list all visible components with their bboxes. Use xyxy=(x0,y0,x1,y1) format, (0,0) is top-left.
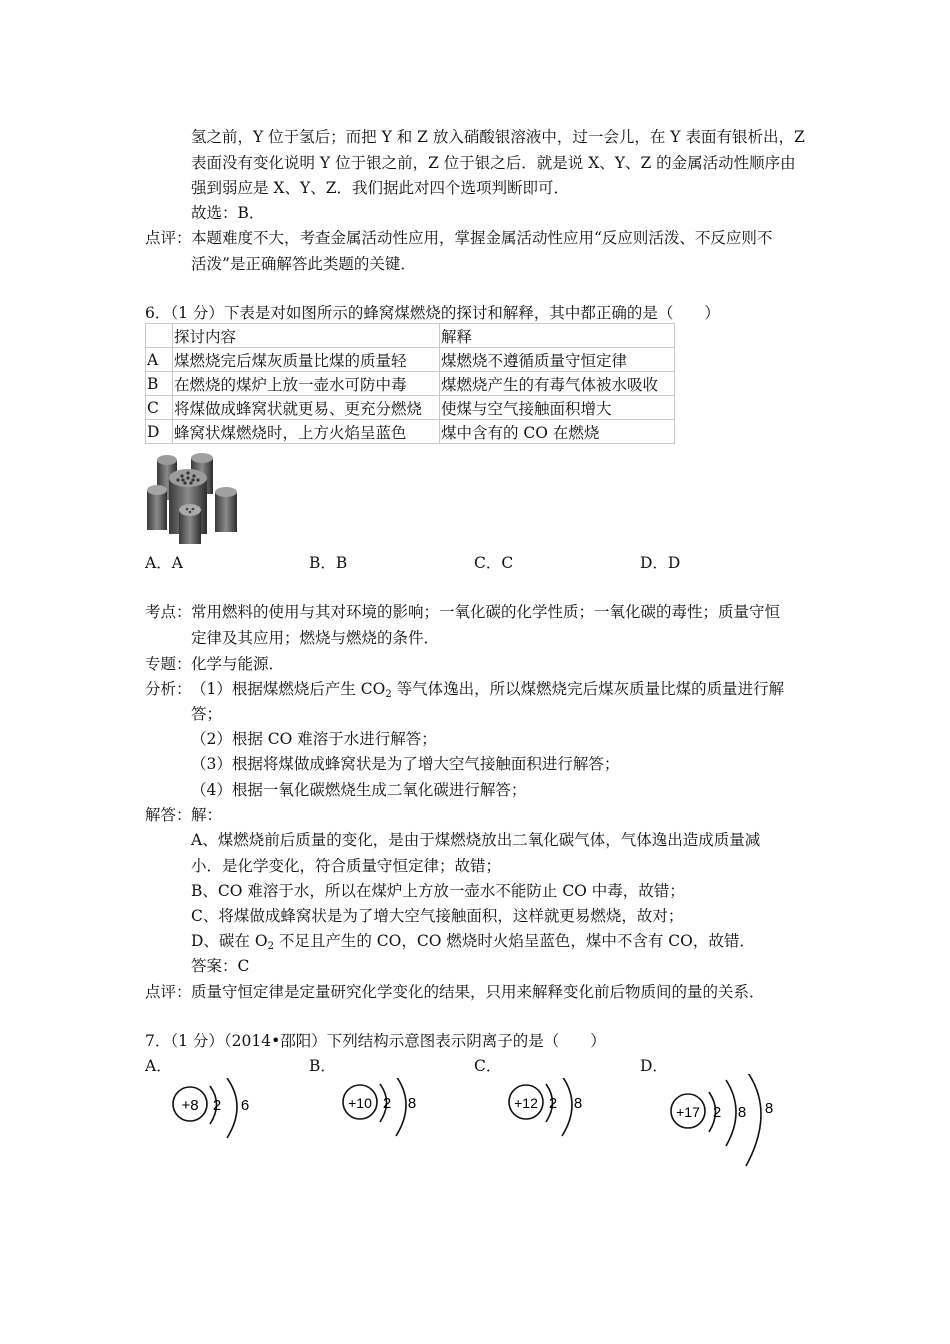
table-cell: 将煤做成蜂窝状就更易、更充分燃烧 xyxy=(173,396,440,420)
table-row xyxy=(146,372,675,396)
prev-text-line-2: 表面没有变化说明 Y 位于银之前，Z 位于银之后．就是说 X、Y、Z 的金属活动性顺序由 xyxy=(191,154,796,172)
nucleus-charge: +17 xyxy=(676,1104,700,1120)
table-cell: 煤燃烧产生的有毒气体被水吸收 xyxy=(440,372,675,396)
zhuanti-text: 化学与能源． xyxy=(191,655,285,673)
fenxi-1a: （1）根据煤燃烧后产生 CO xyxy=(191,680,386,698)
subscript: 2 xyxy=(385,689,392,700)
subscript: 2 xyxy=(267,941,274,952)
nucleus-charge: +12 xyxy=(514,1095,538,1111)
jieda-d-a: D、碳在 O xyxy=(191,932,268,950)
atom-diagram-b xyxy=(336,1078,436,1144)
fenxi-1b: 等气体逸出，所以煤燃烧完后煤灰质量比煤的质量进行解 xyxy=(391,680,785,698)
q6-table xyxy=(145,323,675,444)
table-cell: 蜂窝状煤燃烧时，上方火焰呈蓝色 xyxy=(173,420,440,444)
fenxi-line-2: （2）根据 CO 难溶于水进行解答； xyxy=(191,730,437,748)
fenxi-line-1 xyxy=(191,679,784,705)
jieda-a-line-1: A、煤燃烧前后质量的变化，是由于煤燃烧放出二氧化碳气体，气体逸出造成质量减 xyxy=(191,831,761,849)
shell-electron-count: 2 xyxy=(712,1104,722,1121)
q7-option-d-label: D． xyxy=(640,1057,668,1075)
q7-option-c-label: C． xyxy=(474,1057,502,1075)
fenxi-line-1c: 答； xyxy=(191,705,223,723)
table-cell: 煤中含有的 CO 在燃烧 xyxy=(440,420,675,444)
shell-electron-count: 6 xyxy=(240,1097,250,1114)
table-row xyxy=(146,348,675,372)
shell-electron-count: 8 xyxy=(407,1095,417,1112)
jieda-head: 解： xyxy=(191,806,223,824)
jieda-d-b: 不足且产生的 CO，CO 燃烧时火焰呈蓝色，煤中不含有 CO，故错． xyxy=(273,932,755,950)
electron-shell-arc xyxy=(396,1078,406,1136)
shell-electron-count: 8 xyxy=(764,1100,774,1117)
honeycomb-coal-image xyxy=(143,452,243,546)
q6-option-d: D．D xyxy=(640,554,681,572)
prev-text-line-1: 氢之前，Y 位于氢后；而把 Y 和 Z 放入硝酸银溶液中，过一会儿，在 Y 表面有银析出，Z xyxy=(191,128,805,146)
prev-comment-line-1: 本题难度不大，考查金属活动性应用，掌握金属活动性应用“反应则活泼、不反应则不 xyxy=(191,229,773,247)
jieda-d xyxy=(191,931,755,957)
table-cell: 煤燃烧完后煤灰质量比煤的质量轻 xyxy=(173,348,440,372)
q7-stem: 7．（1 分）（2014•邵阳）下列结构示意图表示阴离子的是（ ） xyxy=(145,1032,606,1050)
prev-text-line-3: 强到弱应是 X、Y、Z．我们据此对四个选项判断即可． xyxy=(191,179,569,197)
zhuanti-label: 专题： xyxy=(145,655,192,673)
table-cell: B xyxy=(146,372,173,396)
table-header-row xyxy=(146,324,675,348)
electron-shell-arc xyxy=(227,1078,237,1138)
table-cell: 煤燃烧不遵循质量守恒定律 xyxy=(440,348,675,372)
atom-diagram-d xyxy=(666,1074,786,1170)
table-cell: 解释 xyxy=(440,324,675,348)
table-cell: A xyxy=(146,348,173,372)
jieda-a-line-2: 小．是化学变化，符合质量守恒定律；故错； xyxy=(191,857,502,875)
jieda-c: C、将煤做成蜂窝状是为了增大空气接触面积，这样就更易燃烧，故对； xyxy=(191,907,684,925)
shell-electron-count: 2 xyxy=(212,1097,222,1114)
table-cell: 探讨内容 xyxy=(173,324,440,348)
q6-stem: 6．（1 分）下表是对如图所示的蜂窝煤燃烧的探讨和解释，其中都正确的是（ ） xyxy=(145,304,720,322)
table-cell xyxy=(146,324,173,348)
jieda-answer: 答案：C xyxy=(191,957,250,975)
table-row xyxy=(146,396,675,420)
jieda-label: 解答： xyxy=(145,806,192,824)
fenxi-line-3: （3）根据将煤做成蜂窝状是为了增大空气接触面积进行解答； xyxy=(191,755,620,773)
kaodian-label: 考点： xyxy=(145,603,192,621)
q6-option-b: B．B xyxy=(309,554,348,572)
electron-shell-arc xyxy=(562,1078,572,1136)
prev-comment-line-2: 活泼”是正确解答此类题的关键． xyxy=(191,255,416,273)
q7-option-a-label: A． xyxy=(145,1057,172,1075)
electron-shell-arc xyxy=(726,1080,736,1146)
fenxi-line-4: （4）根据一氧化碳燃烧生成二氧化碳进行解答； xyxy=(191,781,527,799)
prev-comment-label: 点评： xyxy=(145,229,192,247)
atom-diagram-c xyxy=(500,1078,600,1144)
shell-electron-count: 2 xyxy=(548,1095,558,1112)
fenxi-label: 分析： xyxy=(145,680,192,698)
kaodian-line-1: 常用燃料的使用与其对环境的影响；一氧化碳的化学性质；一氧化碳的毒性；质量守恒 xyxy=(191,603,781,621)
kaodian-line-2: 定律及其应用；燃烧与燃烧的条件． xyxy=(191,629,440,647)
q6-comment-label: 点评： xyxy=(145,983,192,1001)
table-cell: C xyxy=(146,396,173,420)
table-row xyxy=(146,420,675,444)
table-cell: 在燃烧的煤炉上放一壶水可防中毒 xyxy=(173,372,440,396)
q6-option-a: A．A xyxy=(145,554,183,572)
table-cell: D xyxy=(146,420,173,444)
atom-diagram-a xyxy=(165,1078,265,1144)
table-cell: 使煤与空气接触面积增大 xyxy=(440,396,675,420)
q7-option-b-label: B． xyxy=(309,1057,336,1075)
prev-answer: 故选：B． xyxy=(191,204,265,222)
shell-electron-count: 8 xyxy=(573,1095,583,1112)
q6-comment: 质量守恒定律是定量研究化学变化的结果，只用来解释变化前后物质间的量的关系． xyxy=(191,983,765,1001)
electron-shell-arc xyxy=(746,1074,761,1166)
shell-electron-count: 8 xyxy=(737,1104,747,1121)
nucleus-charge: +8 xyxy=(181,1097,199,1114)
q6-option-c: C．C xyxy=(474,554,514,572)
jieda-b: B、CO 难溶于水，所以在煤炉上方放一壶水不能防止 CO 中毒，故错； xyxy=(191,882,685,900)
shell-electron-count: 2 xyxy=(382,1095,392,1112)
nucleus-charge: +10 xyxy=(348,1095,372,1111)
